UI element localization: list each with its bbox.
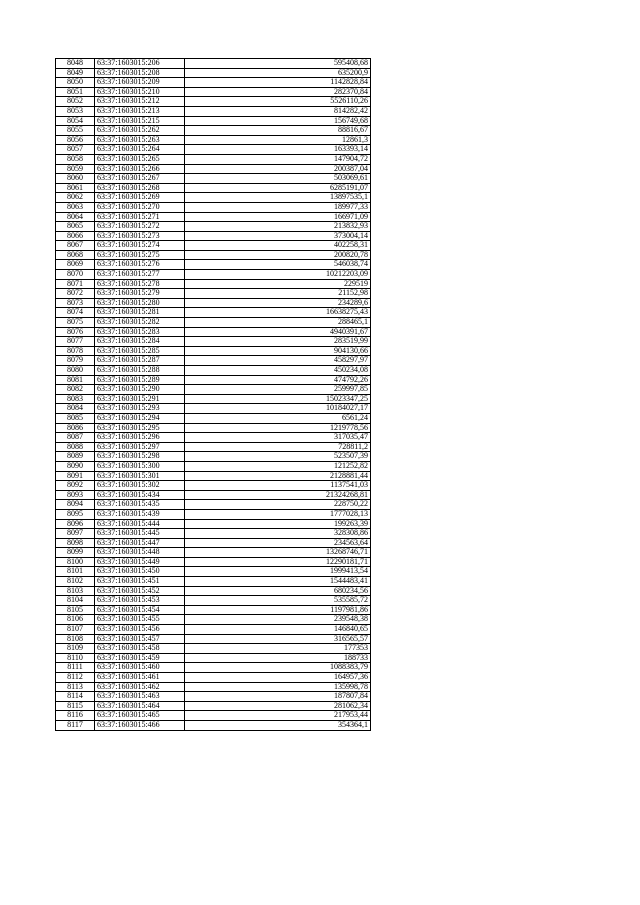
cadastral-number-cell: 63:37:1603015:302 (95, 481, 185, 491)
cadastral-value-cell: 146840,65 (185, 625, 371, 635)
cadastral-number-cell: 63:37:1603015:461 (95, 673, 185, 683)
table-row (56, 404, 371, 414)
row-number-cell: 8077 (56, 337, 95, 347)
cadastral-number-cell: 63:37:1603015:450 (95, 567, 185, 577)
cadastral-value-cell: 166971,09 (185, 212, 371, 222)
cadastral-number-cell: 63:37:1603015:264 (95, 145, 185, 155)
table-row (56, 452, 371, 462)
cadastral-value-cell: 450234,08 (185, 366, 371, 376)
table-row (56, 615, 371, 625)
row-number-cell: 8064 (56, 212, 95, 222)
table-row (56, 78, 371, 88)
cadastral-value-cell: 228750,22 (185, 500, 371, 510)
table-row (56, 193, 371, 203)
row-number-cell: 8072 (56, 289, 95, 299)
cadastral-value-cell: 239548,38 (185, 615, 371, 625)
cadastral-value-table (55, 58, 371, 731)
cadastral-number-cell: 63:37:1603015:455 (95, 615, 185, 625)
cadastral-number-cell: 63:37:1603015:283 (95, 327, 185, 337)
cadastral-value-cell: 12861,3 (185, 135, 371, 145)
table-row (56, 337, 371, 347)
row-number-cell: 8092 (56, 481, 95, 491)
table-row (56, 692, 371, 702)
cadastral-number-cell: 63:37:1603015:298 (95, 452, 185, 462)
cadastral-number-cell: 63:37:1603015:270 (95, 202, 185, 212)
row-number-cell: 8087 (56, 433, 95, 443)
cadastral-value-cell: 282370,84 (185, 87, 371, 97)
table-row (56, 519, 371, 529)
cadastral-number-cell: 63:37:1603015:435 (95, 500, 185, 510)
table-row (56, 461, 371, 471)
table-row (56, 68, 371, 78)
cadastral-number-cell: 63:37:1603015:444 (95, 519, 185, 529)
row-number-cell: 8068 (56, 250, 95, 260)
cadastral-number-cell: 63:37:1603015:449 (95, 557, 185, 567)
row-number-cell: 8051 (56, 87, 95, 97)
cadastral-value-cell: 259997,85 (185, 385, 371, 395)
table-row (56, 154, 371, 164)
table-row (56, 720, 371, 730)
row-number-cell: 8058 (56, 154, 95, 164)
cadastral-value-cell: 189977,33 (185, 202, 371, 212)
cadastral-number-cell: 63:37:1603015:460 (95, 663, 185, 673)
table-row (56, 663, 371, 673)
table-row (56, 577, 371, 587)
table-row (56, 644, 371, 654)
cadastral-number-cell: 63:37:1603015:210 (95, 87, 185, 97)
cadastral-value-cell: 12290181,71 (185, 557, 371, 567)
cadastral-value-cell: 13897535,1 (185, 193, 371, 203)
cadastral-number-cell: 63:37:1603015:267 (95, 174, 185, 184)
table-row (56, 327, 371, 337)
row-number-cell: 8080 (56, 366, 95, 376)
row-number-cell: 8056 (56, 135, 95, 145)
cadastral-value-cell: 213832,93 (185, 222, 371, 232)
row-number-cell: 8084 (56, 404, 95, 414)
cadastral-number-cell: 63:37:1603015:263 (95, 135, 185, 145)
row-number-cell: 8115 (56, 701, 95, 711)
row-number-cell: 8053 (56, 106, 95, 116)
row-number-cell: 8078 (56, 346, 95, 356)
row-number-cell: 8049 (56, 68, 95, 78)
cadastral-number-cell: 63:37:1603015:273 (95, 231, 185, 241)
row-number-cell: 8061 (56, 183, 95, 193)
cadastral-number-cell: 63:37:1603015:453 (95, 596, 185, 606)
cadastral-value-cell: 6561,24 (185, 413, 371, 423)
table-row (56, 538, 371, 548)
cadastral-number-cell: 63:37:1603015:288 (95, 366, 185, 376)
cadastral-value-cell: 163393,14 (185, 145, 371, 155)
cadastral-value-cell: 229519 (185, 279, 371, 289)
cadastral-value-cell: 546038,74 (185, 260, 371, 270)
cadastral-value-cell: 1219778,56 (185, 423, 371, 433)
table-row (56, 481, 371, 491)
row-number-cell: 8104 (56, 596, 95, 606)
row-number-cell: 8099 (56, 548, 95, 558)
row-number-cell: 8048 (56, 59, 95, 69)
row-number-cell: 8075 (56, 318, 95, 328)
cadastral-number-cell: 63:37:1603015:464 (95, 701, 185, 711)
cadastral-number-cell: 63:37:1603015:447 (95, 538, 185, 548)
cadastral-number-cell: 63:37:1603015:454 (95, 605, 185, 615)
cadastral-number-cell: 63:37:1603015:459 (95, 653, 185, 663)
cadastral-number-cell: 63:37:1603015:212 (95, 97, 185, 107)
cadastral-number-cell: 63:37:1603015:289 (95, 375, 185, 385)
cadastral-value-cell: 1197981,86 (185, 605, 371, 615)
table-row (56, 183, 371, 193)
table-row (56, 106, 371, 116)
cadastral-number-cell: 63:37:1603015:284 (95, 337, 185, 347)
cadastral-value-cell: 5526110,26 (185, 97, 371, 107)
row-number-cell: 8079 (56, 356, 95, 366)
table-row (56, 241, 371, 251)
row-number-cell: 8089 (56, 452, 95, 462)
row-number-cell: 8091 (56, 471, 95, 481)
row-number-cell: 8076 (56, 327, 95, 337)
cadastral-number-cell: 63:37:1603015:269 (95, 193, 185, 203)
cadastral-value-cell: 10184027,17 (185, 404, 371, 414)
table-row (56, 423, 371, 433)
cadastral-number-cell: 63:37:1603015:451 (95, 577, 185, 587)
table-row (56, 596, 371, 606)
row-number-cell: 8070 (56, 270, 95, 280)
cadastral-value-cell: 402258,31 (185, 241, 371, 251)
table-row (56, 586, 371, 596)
cadastral-number-cell: 63:37:1603015:300 (95, 461, 185, 471)
table-row (56, 625, 371, 635)
row-number-cell: 8101 (56, 567, 95, 577)
cadastral-number-cell: 63:37:1603015:293 (95, 404, 185, 414)
cadastral-value-cell: 234289,6 (185, 298, 371, 308)
cadastral-number-cell: 63:37:1603015:296 (95, 433, 185, 443)
table-row (56, 222, 371, 232)
table-row (56, 87, 371, 97)
row-number-cell: 8090 (56, 461, 95, 471)
row-number-cell: 8102 (56, 577, 95, 587)
table-row (56, 375, 371, 385)
cadastral-number-cell: 63:37:1603015:262 (95, 126, 185, 136)
cadastral-number-cell: 63:37:1603015:206 (95, 59, 185, 69)
row-number-cell: 8110 (56, 653, 95, 663)
cadastral-value-cell: 13268746,71 (185, 548, 371, 558)
table-row (56, 711, 371, 721)
row-number-cell: 8050 (56, 78, 95, 88)
cadastral-number-cell: 63:37:1603015:277 (95, 270, 185, 280)
cadastral-value-cell: 354364,1 (185, 720, 371, 730)
cadastral-value-cell: 1777028,13 (185, 509, 371, 519)
row-number-cell: 8060 (56, 174, 95, 184)
cadastral-number-cell: 63:37:1603015:294 (95, 413, 185, 423)
table-row (56, 673, 371, 683)
table-row (56, 298, 371, 308)
cadastral-number-cell: 63:37:1603015:456 (95, 625, 185, 635)
row-number-cell: 8067 (56, 241, 95, 251)
cadastral-value-cell: 728811,2 (185, 442, 371, 452)
cadastral-number-cell: 63:37:1603015:434 (95, 490, 185, 500)
table-row (56, 653, 371, 663)
row-number-cell: 8083 (56, 394, 95, 404)
cadastral-value-cell: 10212203,09 (185, 270, 371, 280)
row-number-cell: 8086 (56, 423, 95, 433)
cadastral-number-cell: 63:37:1603015:285 (95, 346, 185, 356)
table-row (56, 413, 371, 423)
table-row (56, 490, 371, 500)
row-number-cell: 8112 (56, 673, 95, 683)
table-row (56, 212, 371, 222)
cadastral-value-cell: 6285191,07 (185, 183, 371, 193)
cadastral-value-cell: 458297,97 (185, 356, 371, 366)
cadastral-number-cell: 63:37:1603015:439 (95, 509, 185, 519)
cadastral-number-cell: 63:37:1603015:280 (95, 298, 185, 308)
cadastral-number-cell: 63:37:1603015:275 (95, 250, 185, 260)
table-row (56, 471, 371, 481)
table-row (56, 59, 371, 69)
row-number-cell: 8081 (56, 375, 95, 385)
cadastral-value-cell: 1137541,03 (185, 481, 371, 491)
cadastral-number-cell: 63:37:1603015:208 (95, 68, 185, 78)
cadastral-value-cell: 135998,78 (185, 682, 371, 692)
cadastral-value-cell: 200820,78 (185, 250, 371, 260)
row-number-cell: 8105 (56, 605, 95, 615)
cadastral-number-cell: 63:37:1603015:213 (95, 106, 185, 116)
cadastral-number-cell: 63:37:1603015:457 (95, 634, 185, 644)
cadastral-number-cell: 63:37:1603015:297 (95, 442, 185, 452)
cadastral-number-cell: 63:37:1603015:279 (95, 289, 185, 299)
row-number-cell: 8096 (56, 519, 95, 529)
cadastral-value-cell: 283519,99 (185, 337, 371, 347)
row-number-cell: 8074 (56, 308, 95, 318)
row-number-cell: 8094 (56, 500, 95, 510)
cadastral-number-cell: 63:37:1603015:452 (95, 586, 185, 596)
table-row (56, 231, 371, 241)
cadastral-number-cell: 63:37:1603015:268 (95, 183, 185, 193)
cadastral-value-cell: 535585,72 (185, 596, 371, 606)
table-row (56, 385, 371, 395)
row-number-cell: 8071 (56, 279, 95, 289)
row-number-cell: 8093 (56, 490, 95, 500)
table-row (56, 557, 371, 567)
cadastral-value-cell: 1088383,79 (185, 663, 371, 673)
cadastral-number-cell: 63:37:1603015:462 (95, 682, 185, 692)
table-row (56, 116, 371, 126)
cadastral-value-cell: 164957,36 (185, 673, 371, 683)
cadastral-number-cell: 63:37:1603015:271 (95, 212, 185, 222)
cadastral-value-cell: 1999413,54 (185, 567, 371, 577)
cadastral-value-cell: 199263,39 (185, 519, 371, 529)
table-row (56, 318, 371, 328)
table-row (56, 442, 371, 452)
cadastral-number-cell: 63:37:1603015:215 (95, 116, 185, 126)
row-number-cell: 8082 (56, 385, 95, 395)
cadastral-number-cell: 63:37:1603015:465 (95, 711, 185, 721)
cadastral-value-cell: 503069,61 (185, 174, 371, 184)
row-number-cell: 8106 (56, 615, 95, 625)
cadastral-number-cell: 63:37:1603015:287 (95, 356, 185, 366)
row-number-cell: 8054 (56, 116, 95, 126)
row-number-cell: 8066 (56, 231, 95, 241)
cadastral-value-cell: 21152,98 (185, 289, 371, 299)
cadastral-number-cell: 63:37:1603015:290 (95, 385, 185, 395)
table-row (56, 289, 371, 299)
cadastral-value-cell: 177353 (185, 644, 371, 654)
table-row (56, 250, 371, 260)
row-number-cell: 8108 (56, 634, 95, 644)
row-number-cell: 8113 (56, 682, 95, 692)
table-row (56, 356, 371, 366)
cadastral-number-cell: 63:37:1603015:281 (95, 308, 185, 318)
cadastral-value-cell: 187807,84 (185, 692, 371, 702)
table-row (56, 634, 371, 644)
table-row (56, 567, 371, 577)
table-row (56, 346, 371, 356)
row-number-cell: 8100 (56, 557, 95, 567)
cadastral-value-cell: 373004,14 (185, 231, 371, 241)
table-row (56, 202, 371, 212)
cadastral-value-cell: 328308,86 (185, 529, 371, 539)
table-row (56, 605, 371, 615)
cadastral-number-cell: 63:37:1603015:266 (95, 164, 185, 174)
cadastral-number-cell: 63:37:1603015:448 (95, 548, 185, 558)
cadastral-number-cell: 63:37:1603015:291 (95, 394, 185, 404)
cadastral-value-cell: 2128881,44 (185, 471, 371, 481)
row-number-cell: 8052 (56, 97, 95, 107)
row-number-cell: 8107 (56, 625, 95, 635)
table-row (56, 682, 371, 692)
row-number-cell: 8085 (56, 413, 95, 423)
cadastral-number-cell: 63:37:1603015:458 (95, 644, 185, 654)
cadastral-value-cell: 904130,66 (185, 346, 371, 356)
row-number-cell: 8059 (56, 164, 95, 174)
cadastral-number-cell: 63:37:1603015:278 (95, 279, 185, 289)
cadastral-value-cell: 288465,1 (185, 318, 371, 328)
row-number-cell: 8057 (56, 145, 95, 155)
row-number-cell: 8062 (56, 193, 95, 203)
row-number-cell: 8055 (56, 126, 95, 136)
row-number-cell: 8095 (56, 509, 95, 519)
cadastral-number-cell: 63:37:1603015:295 (95, 423, 185, 433)
table-row (56, 126, 371, 136)
cadastral-value-cell: 188733 (185, 653, 371, 663)
row-number-cell: 8117 (56, 720, 95, 730)
row-number-cell: 8088 (56, 442, 95, 452)
table-row (56, 145, 371, 155)
table-body (56, 59, 371, 731)
cadastral-value-cell: 200387,04 (185, 164, 371, 174)
cadastral-number-cell: 63:37:1603015:274 (95, 241, 185, 251)
table-row (56, 394, 371, 404)
table-row (56, 500, 371, 510)
cadastral-value-cell: 635200,9 (185, 68, 371, 78)
table-row (56, 433, 371, 443)
cadastral-number-cell: 63:37:1603015:466 (95, 720, 185, 730)
row-number-cell: 8073 (56, 298, 95, 308)
cadastral-value-cell: 121252,82 (185, 461, 371, 471)
cadastral-value-cell: 234563,64 (185, 538, 371, 548)
cadastral-value-cell: 156749,68 (185, 116, 371, 126)
cadastral-number-cell: 63:37:1603015:265 (95, 154, 185, 164)
cadastral-number-cell: 63:37:1603015:272 (95, 222, 185, 232)
cadastral-value-cell: 1544483,41 (185, 577, 371, 587)
row-number-cell: 8063 (56, 202, 95, 212)
table-row (56, 279, 371, 289)
table-row (56, 174, 371, 184)
table-row (56, 509, 371, 519)
table-row (56, 164, 371, 174)
cadastral-number-cell: 63:37:1603015:276 (95, 260, 185, 270)
table-row (56, 366, 371, 376)
row-number-cell: 8114 (56, 692, 95, 702)
row-number-cell: 8116 (56, 711, 95, 721)
cadastral-value-cell: 680234,56 (185, 586, 371, 596)
cadastral-number-cell: 63:37:1603015:463 (95, 692, 185, 702)
row-number-cell: 8097 (56, 529, 95, 539)
table-row (56, 529, 371, 539)
cadastral-value-cell: 523507,39 (185, 452, 371, 462)
row-number-cell: 8109 (56, 644, 95, 654)
table-row (56, 270, 371, 280)
cadastral-value-cell: 88816,67 (185, 126, 371, 136)
cadastral-number-cell: 63:37:1603015:445 (95, 529, 185, 539)
row-number-cell: 8103 (56, 586, 95, 596)
cadastral-number-cell: 63:37:1603015:301 (95, 471, 185, 481)
cadastral-value-cell: 21324268,81 (185, 490, 371, 500)
cadastral-value-cell: 814282,42 (185, 106, 371, 116)
table-row (56, 701, 371, 711)
row-number-cell: 8111 (56, 663, 95, 673)
row-number-cell: 8098 (56, 538, 95, 548)
cadastral-value-cell: 217953,44 (185, 711, 371, 721)
table-row (56, 548, 371, 558)
cadastral-value-cell: 4940391,67 (185, 327, 371, 337)
cadastral-value-cell: 281062,34 (185, 701, 371, 711)
row-number-cell: 8069 (56, 260, 95, 270)
cadastral-value-cell: 595408,68 (185, 59, 371, 69)
table-row (56, 97, 371, 107)
cadastral-number-cell: 63:37:1603015:209 (95, 78, 185, 88)
row-number-cell: 8065 (56, 222, 95, 232)
cadastral-value-cell: 147904,72 (185, 154, 371, 164)
table-row (56, 135, 371, 145)
cadastral-value-cell: 317035,47 (185, 433, 371, 443)
cadastral-value-cell: 1142828,84 (185, 78, 371, 88)
cadastral-value-cell: 474792,26 (185, 375, 371, 385)
cadastral-value-cell: 16638275,43 (185, 308, 371, 318)
cadastral-value-cell: 15023347,25 (185, 394, 371, 404)
cadastral-value-cell: 316565,57 (185, 634, 371, 644)
table-row (56, 260, 371, 270)
cadastral-number-cell: 63:37:1603015:282 (95, 318, 185, 328)
table-row (56, 308, 371, 318)
